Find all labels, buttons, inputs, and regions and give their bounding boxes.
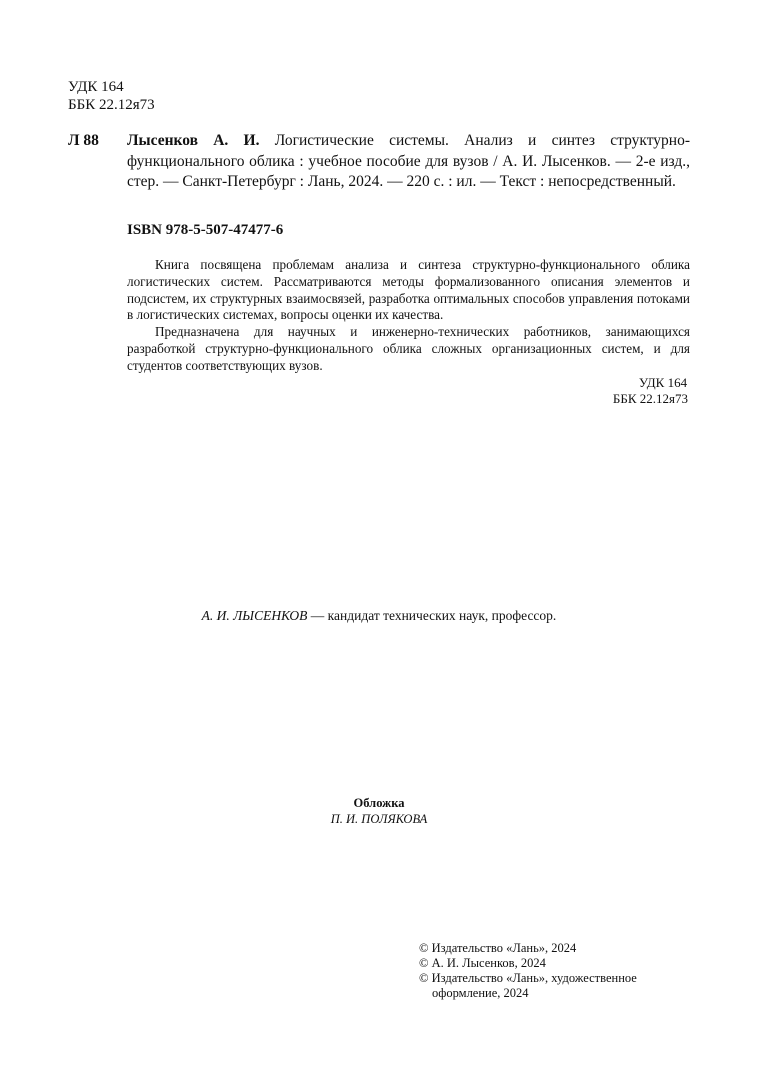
author-mark: Л 88 [68, 132, 99, 149]
bibliographic-record [127, 131, 690, 193]
classification-block-top [68, 78, 155, 114]
abstract-paragraph-2: Предназначена для научных и инженерно-технических работников, занимающихся разработкой структурно-функционального облика сложных организационных систем, и для студентов соответствующих вузов. [127, 324, 690, 373]
copyright-line-1: © Издательство «Лань», 2024 [419, 941, 577, 955]
biblio-text: Логистические системы. Анализ и синтез структурно-функционального облика : учебное пособие для вузов / А. И. Лысенков. — 2-е изд., стер. — Санкт-Петербург : Лань, 2024. — 220 с. : ил. — Текст : непосредственный. [127, 132, 691, 190]
isbn: ISBN 978-5-507-47477-6 [127, 222, 284, 238]
abstract-paragraph-1: Книга посвящена проблемам анализа и синтеза структурно-функционального облика логистических систем. Рассматриваются методы формализованного описания элементов и подсистем, их структурных взаимосвязей, разработка оптимальных способов управления потоками в логистических системах, вопросы оценки их качества. [127, 257, 690, 323]
bbk-code: ББК 22.12я73 [68, 97, 155, 113]
copyright-line-2: © А. И. Лысенков, 2024 [419, 956, 546, 970]
udk-code: УДК 164 [68, 79, 124, 95]
copyright-line-3: © Издательство «Лань», художественное [419, 971, 637, 985]
biblio-author: Лысенков А. И. [127, 132, 260, 149]
copyright-block [419, 941, 679, 1001]
abstract [127, 257, 690, 375]
author-info-name: А. И. ЛЫСЕНКОВ [201, 608, 308, 623]
udk-code-bottom: УДК 164 [638, 375, 688, 390]
author-info-text: — кандидат технических наук, профессор. [307, 608, 557, 623]
classification-block-bottom [613, 375, 688, 407]
author-info [0, 607, 758, 625]
cover-credit-name: П. И. ПОЛЯКОВА [330, 812, 428, 826]
bbk-code-bottom: ББК 22.12я73 [612, 391, 688, 406]
cover-credit-title: Обложка [353, 796, 405, 810]
copyright-line-3-continued: оформление, 2024 [432, 986, 529, 1000]
